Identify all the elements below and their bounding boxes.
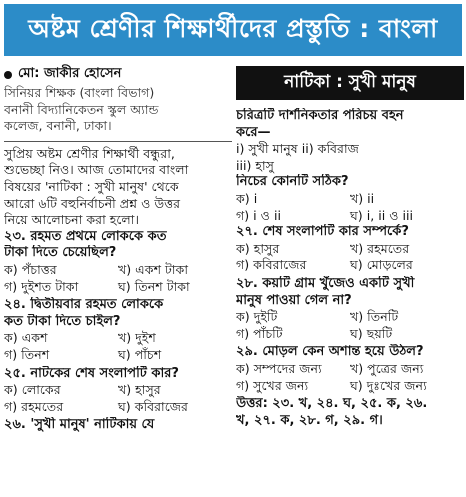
option: ঘ) পাঁচশ bbox=[118, 346, 162, 362]
question-text: করে— bbox=[236, 124, 271, 140]
option: ঘ) দুঃখের জন্য bbox=[350, 377, 427, 393]
question-26-continued bbox=[236, 108, 464, 141]
option: ক) হাসুর bbox=[236, 240, 280, 256]
option: ঘ) i, ii ও iii bbox=[350, 207, 413, 223]
question-26-start: ২৬. 'সুখী মানুষ' নাটিকায় যে bbox=[4, 417, 155, 433]
options-row bbox=[236, 361, 464, 378]
option: ক) i bbox=[236, 190, 258, 206]
author-school-line1: বনানী বিদ্যানিকেতন স্কুল অ্যান্ড bbox=[4, 101, 159, 117]
option: ক) সম্পদের জন্য bbox=[236, 360, 322, 376]
statement-item: i) সুখী মানুষ ii) কবিরাজ bbox=[236, 141, 359, 157]
question-stem: ২৫. নাটকের শেষ সংলাপটি কার? bbox=[4, 365, 179, 381]
author-name-row bbox=[4, 64, 232, 85]
option: ক) দুইটি bbox=[236, 309, 278, 325]
option: খ) ii bbox=[350, 190, 375, 206]
option: খ) তিনটি bbox=[350, 309, 399, 325]
left-questions bbox=[4, 229, 232, 416]
intro-line: আরো ৬টি বহুনির্বাচনী প্রশ্ন ও উত্তর bbox=[4, 195, 181, 211]
bullet-icon bbox=[4, 71, 12, 79]
options-row bbox=[4, 262, 232, 279]
option: গ) রহমতের bbox=[4, 398, 64, 414]
option: খ) হাসুর bbox=[118, 382, 161, 398]
intro-paragraph bbox=[4, 146, 232, 229]
divider bbox=[4, 141, 232, 142]
intro-line: নিয়ে আলোচনা করা হলো। bbox=[4, 212, 139, 228]
options-row bbox=[4, 330, 232, 347]
author-school-line2: কলেজ, বনানী, ঢাকা। bbox=[4, 118, 112, 134]
answer-line: খ, ২৭. ক, ২৮. গ, ২৯. গ। bbox=[236, 412, 383, 428]
right-column bbox=[236, 64, 464, 497]
answer-key bbox=[236, 396, 464, 429]
question-stem: ২৮. কয়টি গ্রাম খুঁজেও একটি সুখী bbox=[236, 275, 415, 291]
question-block bbox=[236, 276, 464, 342]
question-26-items bbox=[236, 141, 464, 174]
options-row bbox=[4, 279, 232, 296]
question-text: চরিত্রটি দার্শনিকতার পরিচয় বহন bbox=[236, 108, 404, 123]
option: গ) i ও ii bbox=[236, 207, 281, 223]
author-name: মো: জাকীর হোসেন bbox=[18, 66, 122, 81]
option: ঘ) মোড়লের bbox=[350, 257, 413, 273]
option: খ) পুত্রের জন্য bbox=[350, 360, 424, 376]
options-row bbox=[236, 208, 464, 225]
intro-line: সুপ্রিয় অষ্টম শ্রেণীর শিক্ষার্থী বন্ধুরা, bbox=[4, 145, 175, 161]
option: গ) পাঁচটি bbox=[236, 325, 283, 341]
option: খ) দুইশ bbox=[118, 330, 156, 346]
option: ক) পঁচাত্তর bbox=[4, 261, 57, 277]
option: গ) কবিরাজের bbox=[236, 257, 307, 273]
option: ঘ) তিনশ টাকা bbox=[118, 278, 190, 294]
section-title: নাটিকা : সুখী মানুষ bbox=[236, 66, 464, 100]
option: ক) একশ bbox=[4, 330, 48, 346]
option: গ) দুইশত টাকা bbox=[4, 278, 79, 294]
question-stem: ২৩. রহমত প্রথমে লোককে কত bbox=[4, 228, 167, 244]
intro-line: শুভেচ্ছা নিও। আজ তোমাদের বাংলা bbox=[4, 162, 189, 178]
option: গ) তিনশ bbox=[4, 346, 50, 362]
question-block bbox=[4, 297, 232, 363]
author-designation: সিনিয়র শিক্ষক (বাংলা বিভাগ) bbox=[4, 85, 155, 100]
question-stem: ২৯. মোড়ল কেন অশান্ত হয়ে উঠল? bbox=[236, 344, 424, 360]
question-block bbox=[236, 224, 464, 274]
question-stem: ২৭. শেষ সংলাপটি কার সম্পর্কে? bbox=[236, 224, 409, 240]
option: খ) রহমতের bbox=[350, 240, 410, 256]
statement-item: iii) হাসু bbox=[236, 157, 275, 173]
question-block bbox=[4, 229, 232, 295]
options-row bbox=[4, 399, 232, 416]
question-26-options bbox=[236, 191, 464, 224]
options-row bbox=[4, 382, 232, 399]
options-row bbox=[236, 257, 464, 274]
left-column bbox=[4, 64, 232, 497]
question-block bbox=[236, 344, 464, 394]
question-stem: মানুষ পাওয়া গেল না? bbox=[236, 292, 352, 308]
banner-title: অষ্টম শ্রেণীর শিক্ষার্থীদের প্রস্তুতি : বাংলা bbox=[4, 4, 462, 56]
intro-line: বিষয়ের 'নাটিকা : সুখী মানুষ' থেকে bbox=[4, 178, 179, 194]
option: ঘ) কবিরাজের bbox=[118, 398, 188, 414]
question-stem: ২৪. দ্বিতীয়বার রহমত লোককে bbox=[4, 297, 164, 313]
options-row bbox=[236, 309, 464, 326]
options-row bbox=[236, 241, 464, 258]
question-stem: কত টাকা দিতে চাইল? bbox=[4, 313, 121, 329]
options-row bbox=[236, 378, 464, 395]
option: গ) সুখের জন্য bbox=[236, 377, 309, 393]
question-26-prompt: নিচের কোনটি সঠিক? bbox=[236, 174, 349, 190]
question-stem: টাকা দিতে চেয়েছিল? bbox=[4, 245, 117, 261]
option: ঘ) ছয়টি bbox=[350, 325, 393, 341]
right-questions bbox=[236, 224, 464, 394]
option: খ) একশ টাকা bbox=[118, 261, 189, 277]
question-block bbox=[4, 366, 232, 416]
options-row bbox=[236, 191, 464, 208]
option: ক) লোকের bbox=[4, 382, 61, 398]
options-row bbox=[4, 347, 232, 364]
options-row bbox=[236, 326, 464, 343]
answer-line: উত্তর: ২৩. খ, ২৪. ঘ, ২৫. ক, ২৬. bbox=[236, 396, 428, 412]
